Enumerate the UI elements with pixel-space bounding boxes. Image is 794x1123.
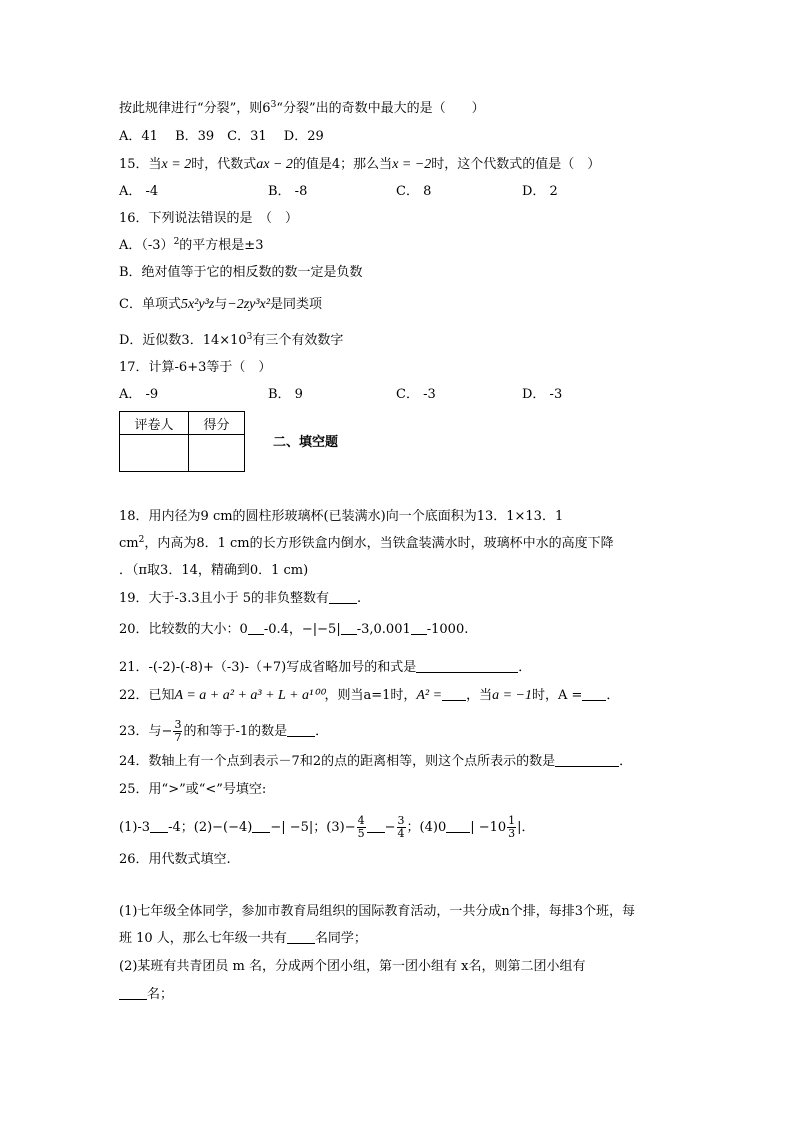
q17-stem: 17．计算-6+3等于（ ） [119, 360, 272, 375]
q17-option-a: A． -9 [119, 387, 159, 402]
q24: 24．数轴上有一个点到表示－7和2的点的距离相等，则这个点所表示的数是 ． [119, 754, 633, 769]
q26-stem: 26．用代数式填空. [119, 852, 231, 867]
q25-blank-3[interactable] [367, 819, 385, 833]
q17-option-b: B． 9 [268, 387, 303, 402]
q21-blank[interactable] [416, 659, 518, 673]
q25-fraction-3: $\frac{1}{3}$ [508, 814, 516, 840]
q19-blank[interactable] [329, 590, 357, 604]
q20-blank-1[interactable] [248, 621, 264, 635]
grader-cell [120, 435, 189, 472]
q16-option-d: D．近似数3．$14\times 10^3$有三个有效数字 [119, 332, 344, 348]
q23-fraction: $\frac{3}{7}$ [174, 718, 182, 744]
q25-blank-1[interactable] [150, 819, 168, 833]
q20-blank-3[interactable] [411, 621, 427, 635]
section-title: 二、填空题 [273, 435, 339, 450]
q24-blank[interactable] [555, 753, 619, 767]
q23: 23．与− $\frac{3}{7}$ 的和等于-1的数是 ． [119, 718, 329, 744]
q25-stem: 25．用“>”或“<”号填空: [119, 782, 267, 797]
q18-line-1: 18．用内径为9 cm的圆柱形玻璃杯(已装满水)向一个底面积为13．1×13．1 [119, 509, 564, 524]
q18-line-2: $cm^2$，内高为8．1 cm的长方形铁盒内倒水，当铁盒装满水时，玻璃杯中水的高度下降 [119, 535, 614, 551]
q16-option-c: C．单项式5x²y³z与−2zy³x²是同类项 [119, 297, 322, 312]
q20-blank-2[interactable] [341, 621, 357, 635]
q14-stem: 按此规律进行“分裂”，则$6^3“$分裂”出的奇数中最大的是（ ） [119, 100, 485, 116]
q21: 21．-(-2)-(-8)+（-3)-（+7)写成省略加号的和式是 ． [119, 660, 532, 675]
q15-stem: 15．当x = 2时，代数式ax − 2的值是4；那么当x = −2时，这个代数式的值是（ ） [119, 157, 601, 172]
grader-header: 评卷人 [120, 412, 189, 435]
q17-option-d: D． -3 [522, 387, 563, 402]
q16-option-b: B．绝对值等于它的相反数的数一定是负数 [119, 265, 363, 280]
q14-options: A．41 B．39 C．31 D．29 [119, 129, 324, 144]
q18-line-3: ．（π取3．14，精确到0．1 cm) [119, 563, 309, 578]
q16-option-a: A．$(-3)^2$的平方根是±3 [119, 237, 264, 253]
q19: 19．大于-3.3且小于 5的非负整数有 . [119, 591, 362, 606]
q26-blank-2[interactable] [119, 986, 147, 1000]
q15-option-c: C． 8 [396, 184, 432, 199]
score-header: 得分 [189, 412, 245, 435]
q26-sub2-line2: 名； [119, 986, 173, 1004]
q26-sub1-line1: (1)七年级全体同学，参加市教育局组织的国际教育活动，一共分成n个排，每排3个班，每 [119, 904, 636, 919]
q16-stem: 16．下列说法错误的是 （ ） [119, 211, 299, 226]
q15-option-b: B． -8 [268, 184, 308, 199]
q17-option-c: C． -3 [396, 387, 436, 402]
q15-option-a: A． -4 [119, 184, 159, 199]
q25-blank-4[interactable] [446, 819, 470, 833]
q25-items: (1)-3 -4；(2)−(−4) −| −5|；(3)− $\frac{4}{5}$ − $\frac{3}{4}$ ；(4)0 | −10 $\frac{1}{3}$ |． [119, 814, 535, 840]
q23-blank[interactable] [287, 723, 315, 737]
q25-fraction-1: $\frac{4}{5}$ [357, 814, 365, 840]
q26-sub2-line1: (2)某班有共青团员 m 名，分成两个团小组，第一团小组有 x名，则第二团小组有 [119, 959, 586, 974]
q20: 20．比较数的大小：0 -0.4，−|−5| -3,0.001 -1000. [119, 622, 469, 637]
q25-fraction-2: $\frac{3}{4}$ [397, 814, 405, 840]
q15-option-d: D． 2 [522, 184, 558, 199]
q26-blank-1[interactable] [287, 930, 315, 944]
q22-blank-2[interactable] [582, 687, 606, 701]
score-cell [189, 435, 245, 472]
score-table [119, 411, 245, 472]
q22: 22．已知A = a + a² + a³ + L + a¹⁰⁰，则当a=1时，A² = ，当a = −1时，A = ． [119, 688, 620, 703]
q25-blank-2[interactable] [252, 819, 270, 833]
q26-sub1-line2: 班 10 人，那么七年级一共有 名同学； [119, 931, 367, 946]
q22-blank-1[interactable] [442, 687, 466, 701]
